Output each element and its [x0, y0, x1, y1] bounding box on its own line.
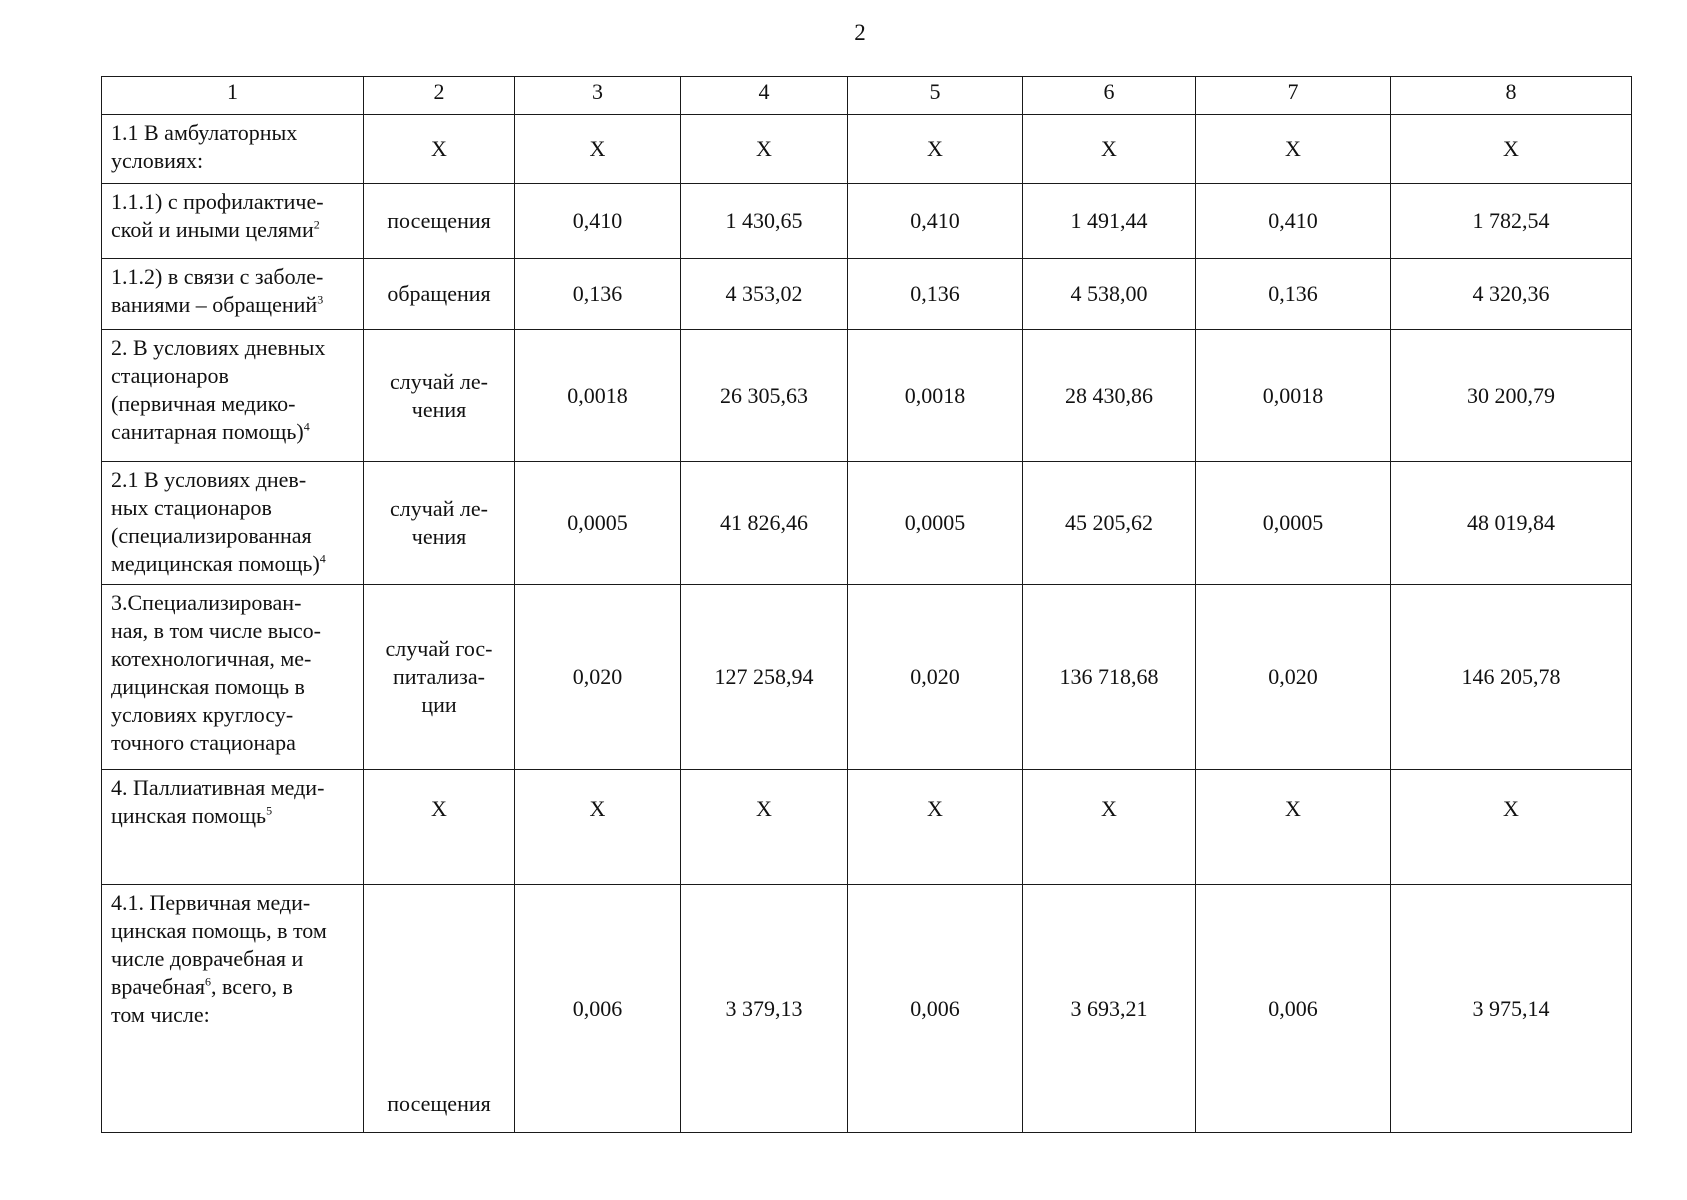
row-label: 2. В условиях дневных стационаров (первичная медико- санитарная помощь)$^4$ [102, 330, 364, 462]
value-cell: Х [1391, 115, 1632, 184]
value-cell: Х [681, 115, 848, 184]
table-row [102, 462, 1632, 585]
value-cell: 4 353,02 [681, 259, 848, 330]
value-cell: 4 320,36 [1391, 259, 1632, 330]
value-cell: 0,410 [848, 184, 1023, 259]
value-cell: 0,0005 [515, 462, 681, 585]
column-header: 3 [515, 77, 681, 115]
value-cell: 26 305,63 [681, 330, 848, 462]
value-cell: Х [515, 770, 681, 885]
value-cell: Х [1196, 115, 1391, 184]
value-cell: 0,020 [848, 585, 1023, 770]
unit-cell: Х [364, 115, 515, 184]
unit-cell: случай гос- питализа- ции [364, 585, 515, 770]
table-row [102, 259, 1632, 330]
footnote-mark: 5 [266, 803, 273, 818]
value-cell: Х [1391, 770, 1632, 885]
value-cell: 136 718,68 [1023, 585, 1196, 770]
row-label: 1.1 В амбулаторных условиях: [102, 115, 364, 184]
row-label: 3.Специализирован- ная, в том числе высо- котехнологичная, ме- дицинская помощь в условиях круглосу- точного стационара [102, 585, 364, 770]
column-header: 8 [1391, 77, 1632, 115]
value-cell: 41 826,46 [681, 462, 848, 585]
value-cell: Х [848, 770, 1023, 885]
value-cell: 4 538,00 [1023, 259, 1196, 330]
table-row [102, 585, 1632, 770]
footnote-mark: 2 [313, 217, 320, 232]
unit-cell: Х [364, 770, 515, 885]
row-label: 1.1.1) с профилактиче- ской и иными целями$^2$ [102, 184, 364, 259]
table-row [102, 115, 1632, 184]
value-cell: Х [1023, 770, 1196, 885]
value-cell: Х [681, 770, 848, 885]
value-cell: 146 205,78 [1391, 585, 1632, 770]
value-cell: 0,0005 [1196, 462, 1391, 585]
row-label: 4. Паллиативная меди- цинская помощь$^5$ [102, 770, 364, 885]
value-cell: 0,020 [1196, 585, 1391, 770]
value-cell: 0,0018 [1196, 330, 1391, 462]
value-cell: 1 491,44 [1023, 184, 1196, 259]
unit-cell: посещения [364, 184, 515, 259]
column-header: 1 [102, 77, 364, 115]
value-cell: 0,0005 [848, 462, 1023, 585]
value-cell: 3 379,13 [681, 885, 848, 1133]
value-cell: 0,0018 [515, 330, 681, 462]
value-cell: 0,136 [1196, 259, 1391, 330]
column-header: 6 [1023, 77, 1196, 115]
table-row [102, 184, 1632, 259]
footnote-mark: 3 [317, 292, 324, 307]
value-cell: 0,020 [515, 585, 681, 770]
value-cell: 30 200,79 [1391, 330, 1632, 462]
column-header: 7 [1196, 77, 1391, 115]
value-cell: 0,410 [1196, 184, 1391, 259]
column-header: 4 [681, 77, 848, 115]
table-row [102, 330, 1632, 462]
norms-table [101, 76, 1632, 1133]
footnote-mark: 4 [319, 551, 326, 566]
unit-cell: случай ле- чения [364, 462, 515, 585]
table-header-row [102, 77, 1632, 115]
value-cell: 0,006 [848, 885, 1023, 1133]
value-cell: 3 693,21 [1023, 885, 1196, 1133]
value-cell: Х [848, 115, 1023, 184]
table-row [102, 770, 1632, 885]
value-cell: 0,136 [515, 259, 681, 330]
value-cell: 3 975,14 [1391, 885, 1632, 1133]
column-header: 5 [848, 77, 1023, 115]
column-header: 2 [364, 77, 515, 115]
value-cell: Х [515, 115, 681, 184]
value-cell: 0,136 [848, 259, 1023, 330]
unit-cell: посещения [364, 885, 515, 1133]
value-cell: 1 430,65 [681, 184, 848, 259]
value-cell: Х [1196, 770, 1391, 885]
value-cell: 0,006 [515, 885, 681, 1133]
row-label: 1.1.2) в связи с заболе- ваниями – обращений$^3$ [102, 259, 364, 330]
value-cell: 45 205,62 [1023, 462, 1196, 585]
footnote-mark: 6 [204, 974, 211, 989]
page-number: 2 [854, 20, 866, 45]
value-cell: 0,0018 [848, 330, 1023, 462]
value-cell: 0,410 [515, 184, 681, 259]
value-cell: 48 019,84 [1391, 462, 1632, 585]
unit-cell: обращения [364, 259, 515, 330]
unit-cell: случай ле- чения [364, 330, 515, 462]
footnote-mark: 4 [303, 419, 310, 434]
value-cell: 28 430,86 [1023, 330, 1196, 462]
table-row [102, 885, 1632, 1133]
row-label: 4.1. Первичная меди- цинская помощь, в том числе доврачебная и врачебная$^6$, всего, в том числе: [102, 885, 364, 1133]
value-cell: Х [1023, 115, 1196, 184]
value-cell: 127 258,94 [681, 585, 848, 770]
value-cell: 0,006 [1196, 885, 1391, 1133]
row-label: 2.1 В условиях днев- ных стационаров (специализированная медицинская помощь)$^4$ [102, 462, 364, 585]
value-cell: 1 782,54 [1391, 184, 1632, 259]
